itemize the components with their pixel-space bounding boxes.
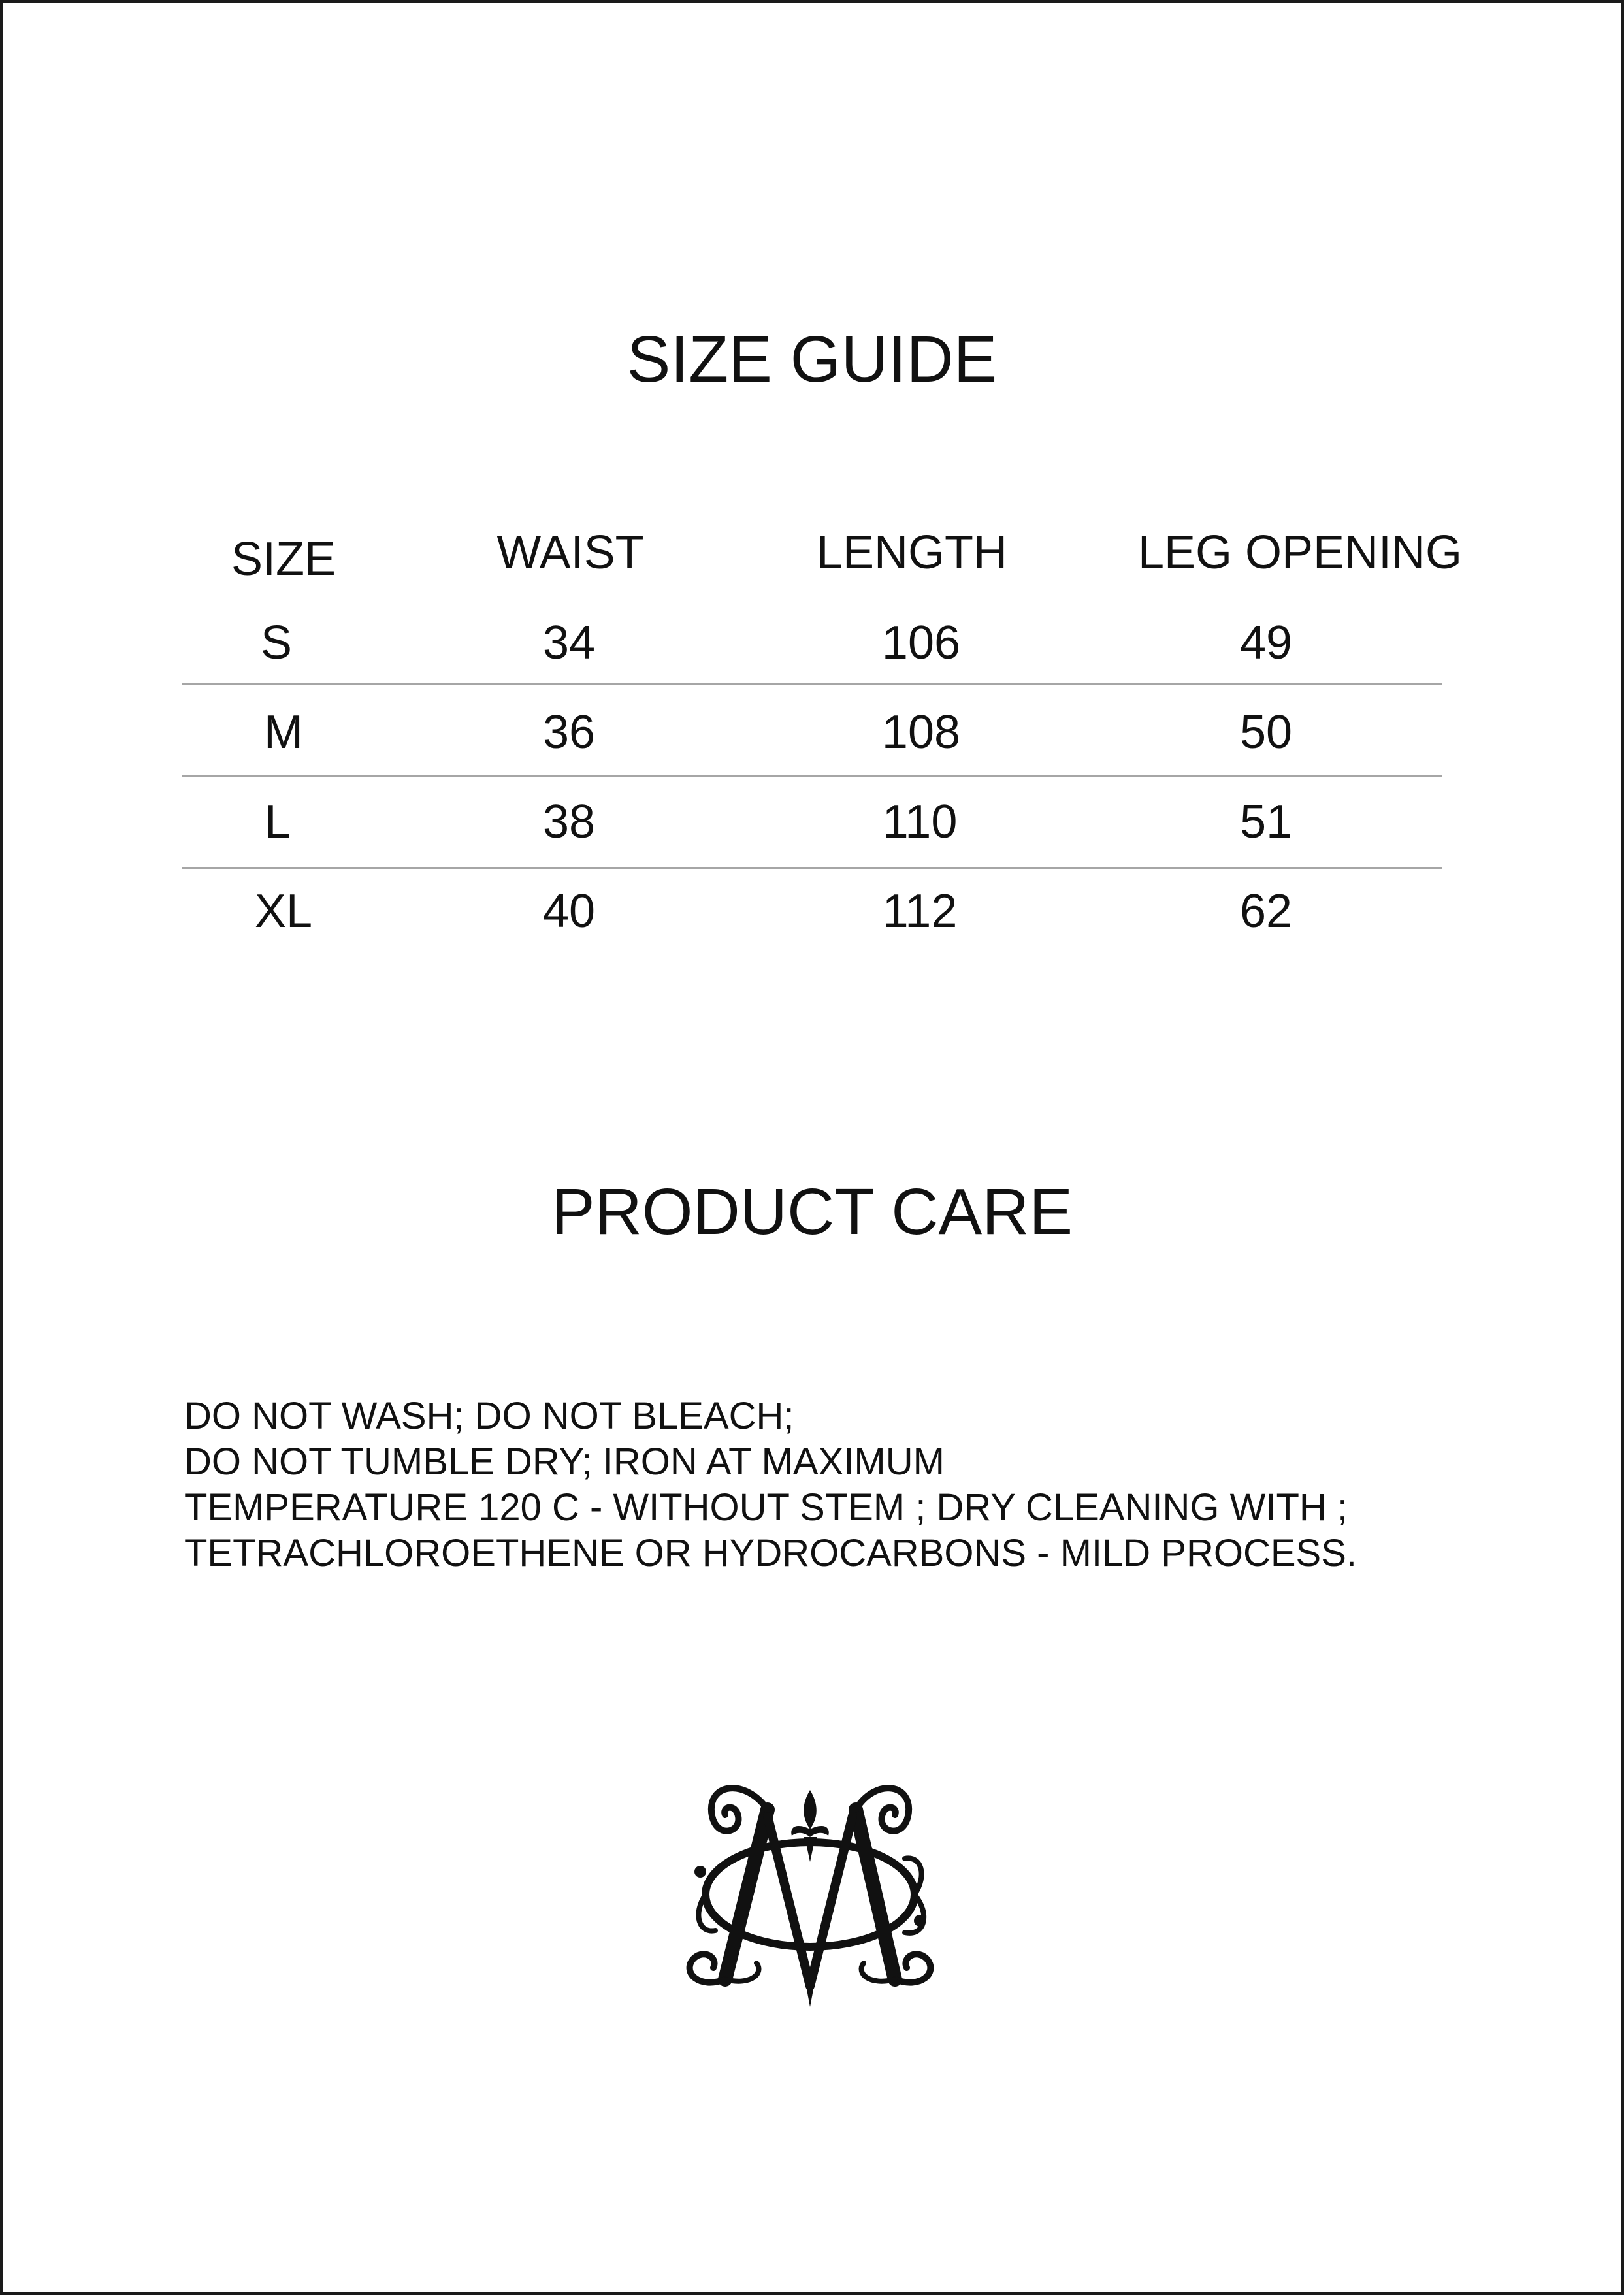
product-care-title: PRODUCT CARE <box>551 1175 1073 1248</box>
care-line: TEMPERATURE 120 C - WITHOUT STEM ; DRY CLEANING WITH ; <box>184 1486 1348 1529</box>
care-line: TETRACHLOROETHENE OR HYDROCARBONS - MILD PROCESS. <box>184 1532 1357 1574</box>
table-cell-leg-opening: 49 <box>1239 617 1293 669</box>
table-cell-waist: 40 <box>542 885 596 937</box>
column-header-length: LENGTH <box>816 527 1008 579</box>
table-cell-leg-opening: 50 <box>1239 706 1293 758</box>
table-cell-size: L <box>264 796 291 848</box>
table-cell-leg-opening: 62 <box>1239 885 1293 937</box>
table-cell-length: 106 <box>881 617 961 669</box>
column-header-size: SIZE <box>231 533 336 585</box>
table-cell-waist: 38 <box>542 796 596 848</box>
care-instructions <box>184 1393 1357 1576</box>
row-divider <box>182 867 1442 869</box>
monogram-logo-icon <box>679 1764 941 2012</box>
table-cell-waist: 34 <box>542 617 596 669</box>
table-cell-length: 110 <box>882 796 958 848</box>
size-guide-title: SIZE GUIDE <box>626 323 998 396</box>
care-line: DO NOT TUMBLE DRY; IRON AT MAXIMUM <box>184 1440 945 1483</box>
column-header-leg-opening: LEG OPENING <box>1137 527 1463 579</box>
table-cell-length: 108 <box>881 706 961 758</box>
table-cell-length: 112 <box>882 885 958 937</box>
care-line: DO NOT WASH; DO NOT BLEACH; <box>184 1395 794 1437</box>
table-cell-size: S <box>260 617 293 669</box>
row-divider <box>182 775 1442 777</box>
table-cell-leg-opening: 51 <box>1239 796 1293 848</box>
table-cell-size: M <box>264 706 303 758</box>
table-cell-size: XL <box>254 885 313 937</box>
row-divider <box>182 683 1442 685</box>
table-cell-waist: 36 <box>542 706 596 758</box>
column-header-waist: WAIST <box>496 527 644 579</box>
